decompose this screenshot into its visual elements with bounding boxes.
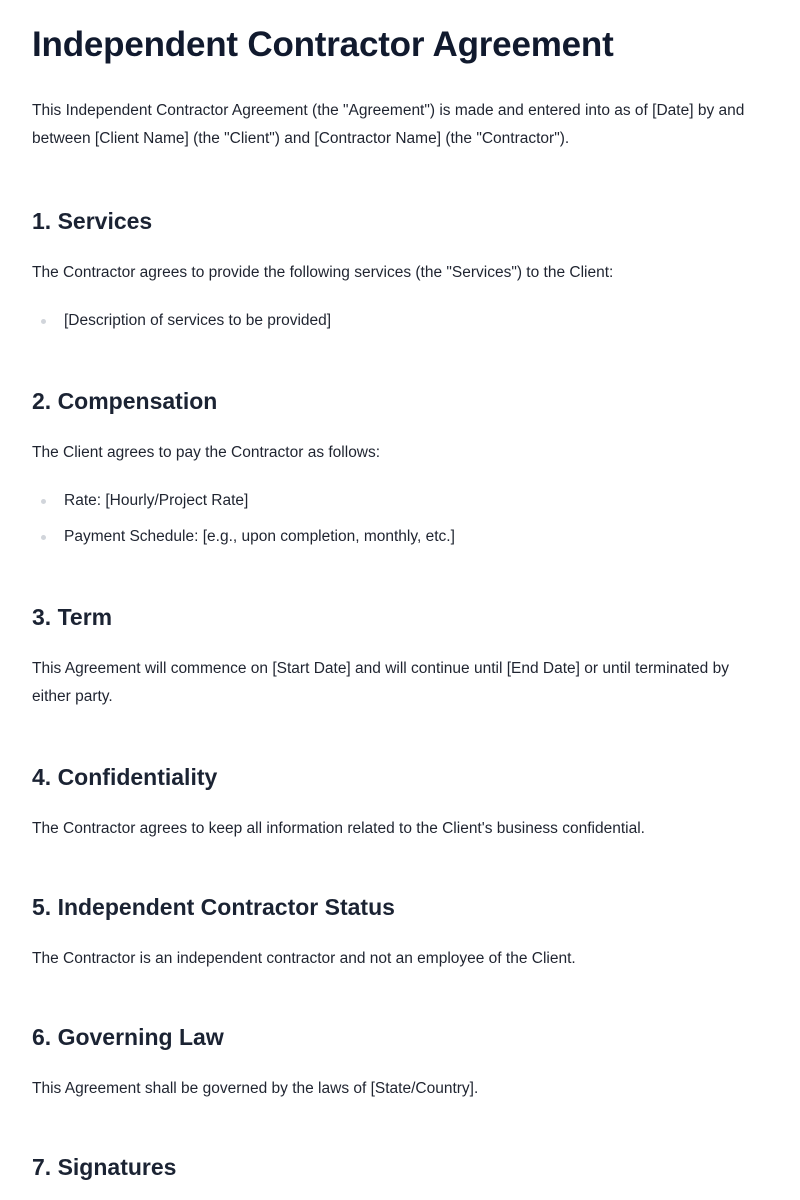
list-item-text: Payment Schedule: [e.g., upon completion, monthly, etc.] <box>64 528 455 545</box>
document-title: Independent Contractor Agreement <box>32 25 614 64</box>
bullet-icon <box>41 319 46 324</box>
bullet-icon <box>41 535 46 540</box>
section-signatures <box>32 1151 768 1183</box>
section-paragraph: The Client agrees to pay the Contractor as follows: <box>32 444 381 461</box>
section-paragraph: The Contractor agrees to keep all information related to the Client's business confidential. <box>32 820 645 837</box>
section-confidentiality <box>32 761 768 843</box>
section-compensation <box>32 385 768 551</box>
list-item-text: Rate: [Hourly/Project Rate] <box>64 492 249 509</box>
section-paragraph: The Contractor is an independent contractor and not an employee of the Client. <box>32 950 576 967</box>
section-heading: 3. Term <box>32 604 113 630</box>
section-services <box>32 205 768 335</box>
section-contractor-status <box>32 891 768 973</box>
section-heading: 5. Independent Contractor Status <box>32 894 395 920</box>
bullet-list <box>32 487 768 551</box>
section-heading: 6. Governing Law <box>32 1024 224 1050</box>
bullet-icon <box>41 499 46 504</box>
list-item <box>32 523 768 551</box>
bullet-list <box>32 307 768 335</box>
list-item <box>32 487 768 515</box>
section-paragraph: The Contractor agrees to provide the following services (the "Services") to the Client: <box>32 264 614 281</box>
section-heading: 4. Confidentiality <box>32 764 218 790</box>
section-heading: 1. Services <box>32 208 153 234</box>
section-heading: 2. Compensation <box>32 388 218 414</box>
section-paragraph: This Agreement shall be governed by the laws of [State/Country]. <box>32 1080 479 1097</box>
section-governing-law <box>32 1021 768 1103</box>
section-term <box>32 601 768 711</box>
intro-paragraph: This Independent Contractor Agreement (the "Agreement") is made and entered into as of [Date] by and between [Client Name] (the "Client") and [Contractor Name] (the "Contractor"). <box>32 102 745 147</box>
list-item-text: [Description of services to be provided] <box>64 312 332 329</box>
section-heading: 7. Signatures <box>32 1154 177 1180</box>
section-paragraph: This Agreement will commence on [Start Date] and will continue until [End Date] or until terminated by either party. <box>32 660 729 705</box>
list-item <box>32 307 768 335</box>
